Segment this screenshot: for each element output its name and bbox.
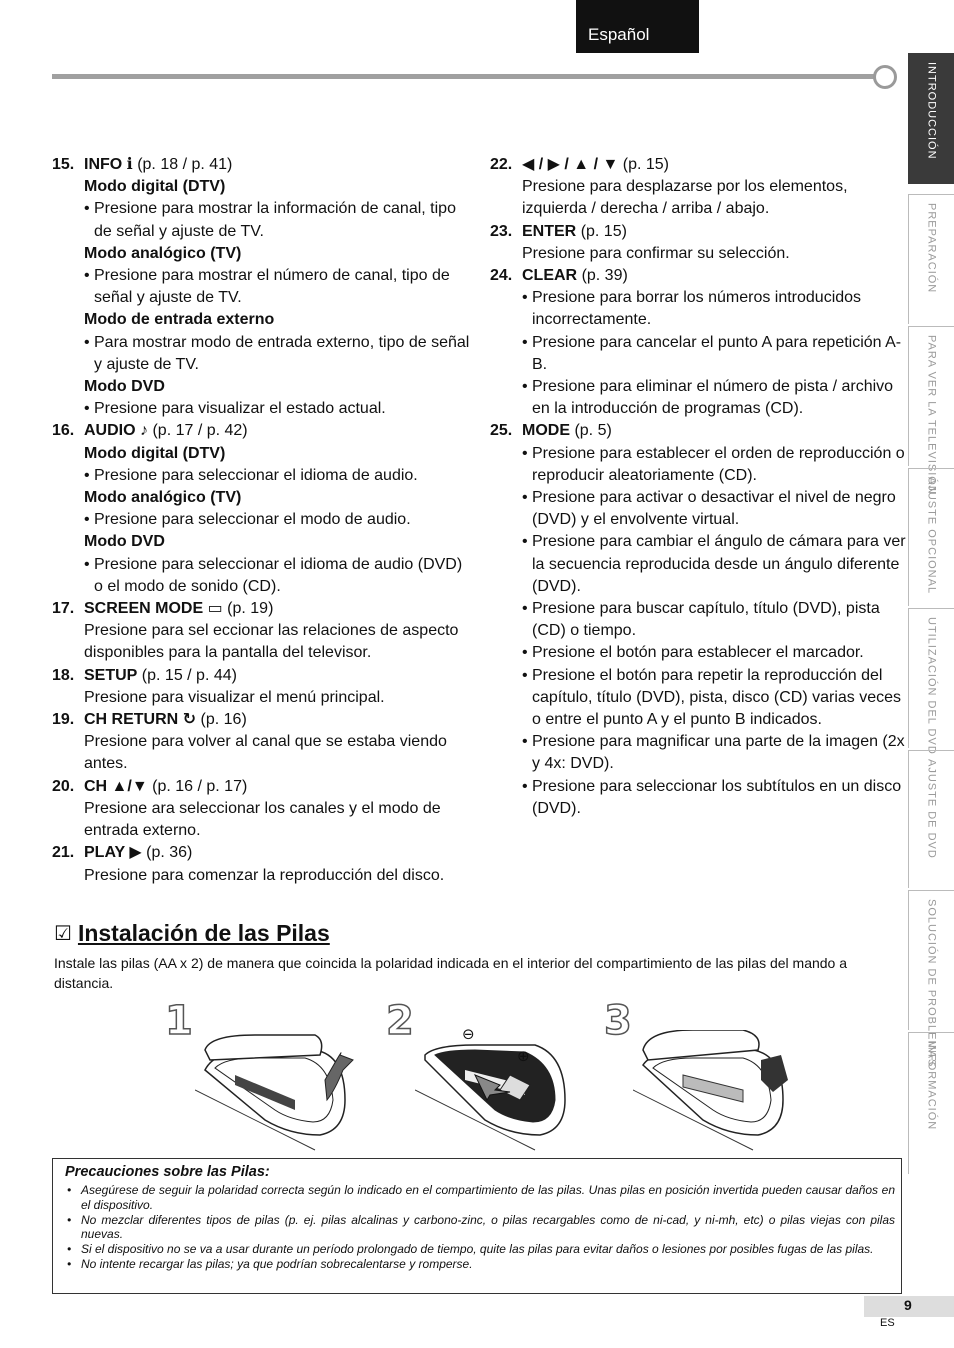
item-number: 23. [490,222,513,240]
plus-polarity-icon: ⊕ [517,1048,530,1065]
page-ref: (p. 17 / p. 42) [152,422,248,440]
list-item: • No mezclar diferentes tipos de pilas (p. ej. pilas alcalinas y carbono-zinc, o pilas recargables como de ni-cad, y ni-mh, etc) o pilas viejas con pilas nuevas. [65,1213,895,1243]
remote-close-cover-illustration [633,1030,793,1155]
side-tab-introduccion[interactable]: INTRODUCCIÓN [908,53,954,184]
description: Presione para desplazarse por los elementos, izquierda / derecha / arriba / abajo. [522,178,848,218]
mode-heading: Modo digital (DTV) [84,178,226,196]
language-tab: Español [576,0,699,53]
page-ref: (p. 36) [146,844,193,862]
bullet: • Presione el botón para repetir la reproducción del capítulo, título (DVD), pista, disco (CD) varias veces o entre el punto A y el punto B indicados. [522,665,910,732]
button-name: AUDIO [84,422,136,440]
page-ref: (p. 15) [580,222,627,240]
step-number-3: 3 [604,998,632,1044]
info-icon: ℹ [126,156,133,173]
item-24 [490,265,910,420]
bullet: • Presione el botón para establecer el marcador. [522,642,910,664]
bullet: • Presione para seleccionar los subtítulos en un disco (DVD). [522,776,910,820]
description: Presione ara seleccionar los canales y el modo de entrada externo. [84,799,441,840]
side-tab-preparacion[interactable]: PREPARACIÓN [908,194,954,324]
remote-insert-batteries-illustration [415,1030,575,1155]
right-column [490,154,910,820]
bullet: • Presione para seleccionar el idioma de audio. [84,465,472,487]
step-number-1: 1 [165,998,193,1044]
section-title [54,920,330,947]
bullet: • Presione para cancelar el punto A para repetición A-B. [522,332,910,376]
item-number: 21. [52,844,75,862]
item-number: 17. [52,600,75,618]
item-number: 25. [490,422,513,440]
header-rule-circle [873,65,897,89]
item-number: 16. [52,422,75,440]
bullet: • Presione para magnificar una parte de la imagen (2x y 4x: DVD). [522,731,910,775]
page-ref: (p. 15 / p. 44) [141,666,237,684]
side-tab-utilizacion-del-dvd[interactable]: UTILIZACIÓN DEL DVD [908,608,954,748]
bullet: • Presione para mostrar el número de canal, tipo de señal y ajuste de TV. [84,265,472,309]
page-ref: (p. 39) [581,267,628,285]
mode-heading: Modo analógico (TV) [84,489,242,507]
side-tab-ajuste-opcional[interactable]: AJUSTE OPCIONAL [908,468,954,606]
mode-heading: Modo DVD [84,533,165,551]
item-25 [490,420,910,820]
mode-heading: Modo DVD [84,378,165,396]
bullet: • Presione para cambiar el ángulo de cámara para ver la secuencia reproducida desde un ángulo diferente (DVD). [522,531,910,598]
item-16 [52,420,472,598]
item-number: 15. [52,156,75,173]
page-number: 9 [904,1297,912,1313]
side-tab-para-ver-la-television[interactable]: PARA VER LA TELEVISIÓN [908,326,954,466]
side-tab-solucion-de-problemas[interactable]: SOLUCIÓN DE PROBLEMAS [908,890,954,1030]
page-language-code: ES [880,1317,895,1329]
music-note-icon: ♪ [140,422,149,440]
step-number-2: 2 [386,998,414,1044]
mode-heading: Modo digital (DTV) [84,444,226,462]
button-name: CLEAR [522,267,578,285]
description: Presione para comenzar la reproducción del disco. [84,866,445,884]
button-name: CH ▲/▼ [84,777,148,795]
bullet: • Presione para seleccionar el idioma de audio (DVD) o el modo de sonido (CD). [84,554,472,598]
precautions-title: Precauciones sobre las Pilas: [65,1164,270,1180]
precautions-list [65,1183,895,1272]
button-name: ◀ / ▶ / ▲ / ▼ [522,156,619,173]
ch-return-icon: ↻ [182,711,197,729]
battery-intro: Instale las pilas (AA x 2) de manera que coincida la polaridad indicada en el interior del compartimiento de las pilas del mando a distancia. [54,955,848,991]
left-column [52,154,472,887]
battery-precautions-box [52,1158,902,1294]
list-item: • No intente recargar las pilas; ya que podrían sobrecalentarse y romperse. [65,1257,895,1272]
description: Presione para visualizar el menú principal. [84,688,385,706]
description: Presione para confirmar su selección. [522,244,790,262]
item-21 [52,842,472,886]
item-number: 20. [52,777,75,795]
header-rule [52,74,882,79]
item-19 [52,709,472,776]
description: Presione para volver al canal que se estaba viendo antes. [84,733,447,773]
button-name: MODE [522,422,570,440]
bullet: • Para mostrar modo de entrada externo, tipo de señal y ajuste de TV. [84,332,472,376]
page-ref: (p. 16 / p. 17) [152,777,248,795]
section-title-text: Instalación de las Pilas [77,920,330,946]
item-15 [52,154,472,420]
bullet: • Presione para activar o desactivar el nivel de negro (DVD) y el envolvente virtual. [522,487,910,531]
bullet: • Presione para mostrar la información de canal, tipo de señal y ajuste de TV. [84,198,472,242]
item-17 [52,598,472,665]
checkbox-icon: ☑ [54,923,72,945]
item-number: 24. [490,267,513,285]
minus-polarity-icon: ⊖ [462,1026,475,1043]
mode-heading: Modo de entrada externo [84,311,275,329]
side-tab-informacion[interactable]: INFORMACIÓN [908,1032,954,1174]
page-ref: (p. 15) [622,156,669,173]
mode-heading: Modo analógico (TV) [84,244,242,262]
page-ref: (p. 19) [227,600,274,618]
bullet: • Presione para eliminar el número de pista / archivo en la introducción de programas (CD). [522,376,910,420]
bullet: • Presione para visualizar el estado actual. [84,398,472,420]
page-ref: (p. 16) [200,711,247,729]
item-18 [52,665,472,709]
side-tab-ajuste-de-dvd[interactable]: AJUSTE DE DVD [908,750,954,888]
button-name: ENTER [522,222,577,240]
remote-open-cover-illustration [195,1030,360,1155]
description: Presione para sel eccionar las relaciones de aspecto disponibles para la pantalla del televisor. [84,622,459,662]
page-ref: (p. 18 / p. 41) [137,156,233,173]
item-22 [490,154,910,221]
button-name: CH RETURN [84,711,179,729]
list-item: • Asegúrese de seguir la polaridad correcta según lo indicado en el compartimiento de las pilas. Unas pilas en posición invertida pueden causar daños en el dispositivo. [65,1183,895,1213]
item-23 [490,221,910,265]
button-name: SCREEN MODE [84,600,204,618]
item-number: 18. [52,666,75,684]
screen-mode-icon: ▭ [207,600,223,618]
item-20 [52,776,472,843]
page-ref: (p. 5) [574,422,612,440]
item-number: 22. [490,156,513,173]
bullet: • Presione para establecer el orden de reproducción o reproducir aleatoriamente (CD). [522,443,910,487]
bullet: • Presione para seleccionar el modo de audio. [84,509,472,531]
button-name: SETUP [84,666,138,684]
item-number: 19. [52,711,75,729]
bullet: • Presione para borrar los números introducidos incorrectamente. [522,287,910,331]
list-item: • Si el dispositivo no se va a usar durante un período prolongado de tiempo, quite las pilas para evitar daños o lesiones por posibles fugas de las pilas. [65,1242,895,1257]
button-name: INFO [84,156,123,173]
bullet: • Presione para buscar capítulo, título (DVD), pista (CD) o tiempo. [522,598,910,642]
button-name: PLAY ▶ [84,844,142,862]
